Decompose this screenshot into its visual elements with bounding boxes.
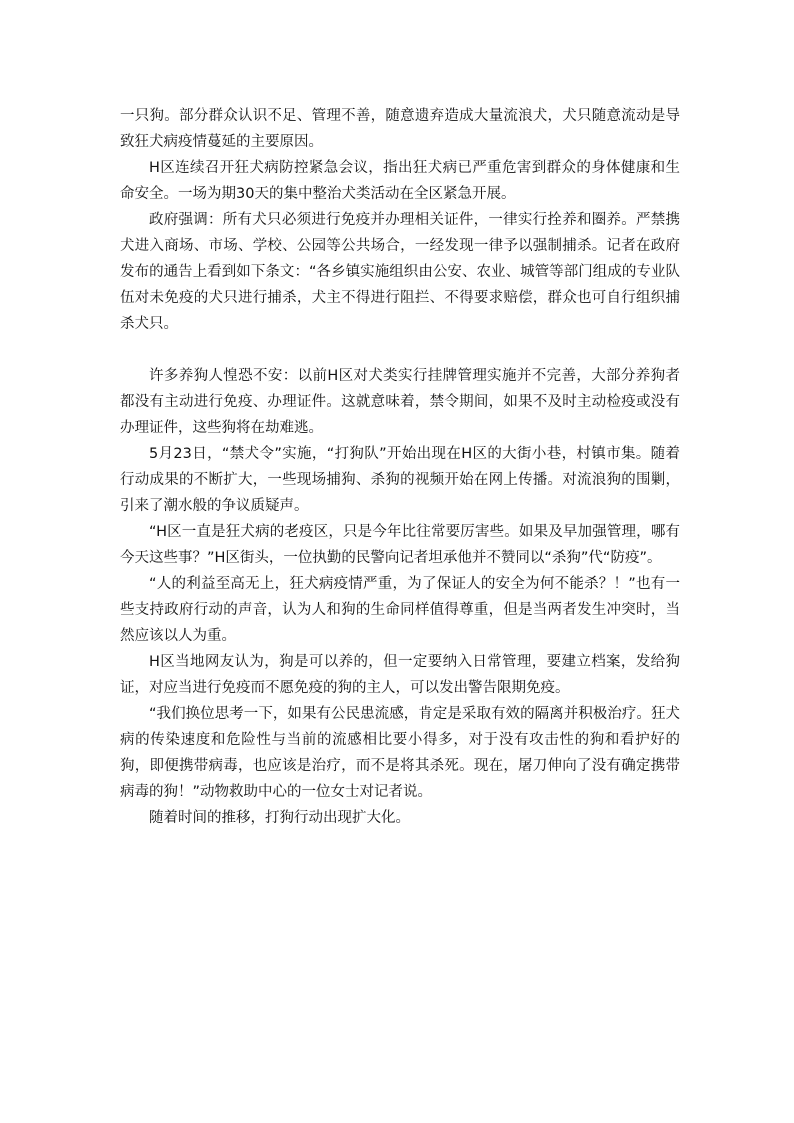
paragraph: H区连续召开狂犬病防控紧急会议，指出狂犬病已严重危害到群众的身体健康和生命安全。一场为期30天的集中整治犬类活动在全区紧急开展。 <box>120 160 680 202</box>
paragraph: 许多养狗人惶恐不安：以前H区对犬类实行挂牌管理实施并不完善，大部分养狗者都没有主动进行免疫、办理证件。这就意味着，禁令期间，如果不及时主动检疫或没有办理证件，这些狗将在劫难逃。 <box>120 368 680 436</box>
paragraph: 5月23日，“禁犬令”实施，“打狗队”开始出现在H区的大街小巷，村镇市集。随着行动成果的不断扩大，一些现场捕狗、杀狗的视频开始在网上传播。对流浪狗的围剿，引来了潮水般的争议质疑声。 <box>120 446 680 514</box>
paragraph: “H区一直是狂犬病的老疫区，只是今年比往常要厉害些。如果及早加强管理，哪有今天这些事？”H区街头，一位执勤的民警向记者坦承他并不赞同以“杀狗”代“防疫”。 <box>120 524 680 566</box>
paragraph: H区当地网友认为，狗是可以养的，但一定要纳入日常管理，要建立档案，发给狗证，对应当进行免疫而不愿免疫的狗的主人，可以发出警告限期免疫。 <box>120 654 680 696</box>
paragraph: “人的利益至高无上，狂犬病疫情严重，为了保证人的安全为何不能杀？！”也有一些支持政府行动的声音，认为人和狗的生命同样值得尊重，但是当两者发生冲突时，当然应该以人为重。 <box>120 576 680 644</box>
paragraph: 随着时间的推移，打狗行动出现扩大化。 <box>149 810 410 826</box>
blank-line <box>120 337 680 363</box>
document-body <box>120 103 680 831</box>
paragraph: 政府强调：所有犬只必须进行免疫并办理相关证件，一律实行拴养和圈养。严禁携犬进入商场、市场、学校、公园等公共场合，一经发现一律予以强制捕杀。记者在政府发布的通告上看到如下条文：“各乡镇实施组织由公安、农业、城管等部门组成的专业队伍对未免疫的犬只进行捕杀，犬主不得进行阻拦、不得要求赔偿，群众也可自行组织捕杀犬只。 <box>120 212 680 332</box>
paragraph: 一只狗。部分群众认识不足、管理不善，随意遗弃造成大量流浪犬，犬只随意流动是导致狂犬病疫情蔓延的主要原因。 <box>120 108 680 150</box>
paragraph: “我们换位思考一下，如果有公民患流感，肯定是采取有效的隔离并积极治疗。狂犬病的传染速度和危险性与当前的流感相比要小得多，对于没有攻击性的狗和看护好的狗，即便携带病毒，也应该是治疗，而不是将其杀死。现在，屠刀伸向了没有确定携带病毒的狗！”动物救助中心的一位女士对记者说。 <box>120 706 680 800</box>
